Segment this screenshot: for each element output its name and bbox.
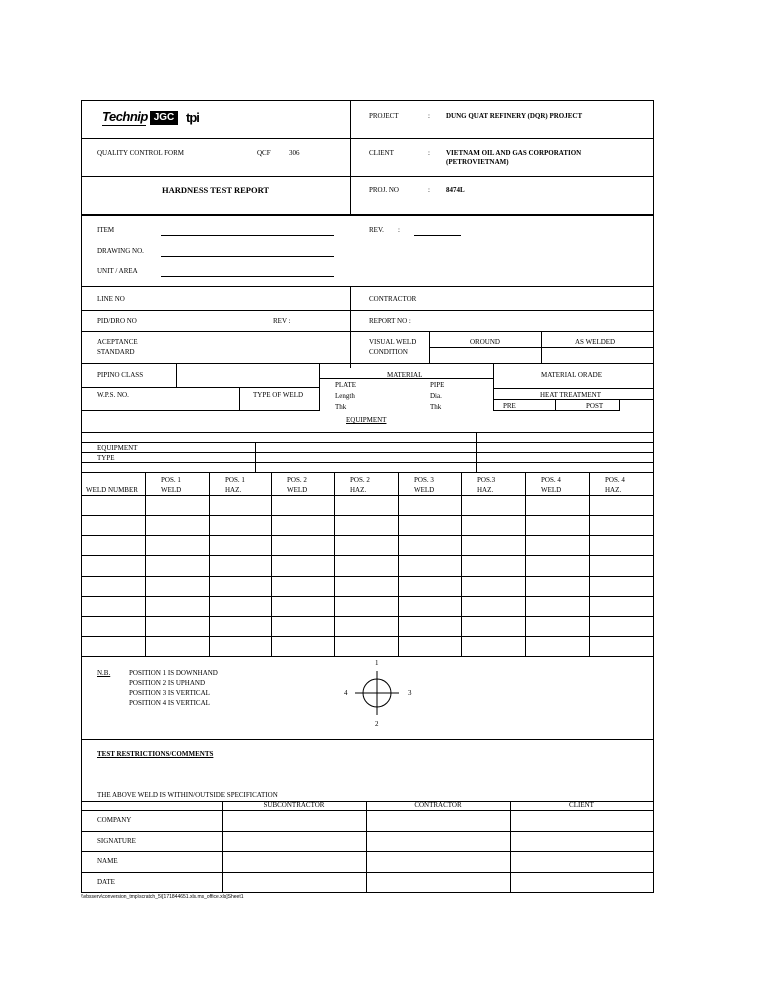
diagram-label-top: 1 — [375, 659, 379, 667]
drawing-no-label: DRAWING NO. — [97, 247, 144, 255]
client-header: CLIENT — [569, 801, 594, 809]
proj-no-colon: : — [428, 186, 430, 194]
equipment-rule-4 — [82, 462, 653, 463]
weld-column-position-header: POS. 1 — [161, 476, 181, 484]
weld-table-row-rule — [82, 596, 653, 597]
position-note: POSITION 4 IS VERTICAL — [129, 699, 210, 707]
client-colon: : — [428, 149, 430, 157]
heat-treatment-under-rule — [493, 399, 653, 400]
material-label: MATERIAL — [387, 371, 423, 379]
signoff-col-divider-3 — [510, 801, 511, 892]
report-no-label: REPORT NO : — [369, 317, 411, 325]
header-rule-1 — [82, 138, 653, 139]
as-welded-option[interactable]: AS WELDED — [575, 338, 616, 346]
equipment-rule-5 — [82, 472, 653, 473]
date-row-label: DATE — [97, 878, 115, 886]
weld-table-header-bottom — [82, 495, 653, 496]
drawing-no-input-line[interactable] — [161, 256, 334, 257]
weld-table-column-divider — [334, 473, 335, 656]
weld-column-type-header: HAZ. — [225, 486, 242, 494]
signoff-row-rule — [82, 872, 653, 873]
item-label: ITEM — [97, 226, 115, 234]
unit-area-input-line[interactable] — [161, 276, 334, 277]
weld-column-type-header: WELD — [161, 486, 182, 494]
heat-treatment-bottom-rule — [493, 410, 619, 411]
heat-treatment-label: HEAT TREATMENT — [540, 391, 601, 399]
ground-option[interactable]: OROUND — [470, 338, 500, 346]
project-label: PROJECT — [369, 112, 399, 120]
piping-class-label: PIPINO CLASS — [97, 371, 144, 379]
project-colon: : — [428, 112, 430, 120]
file-path-footer: \\vbsserv\conversion_tmp\scratch_5\[171844651.xls.ms_office.xls]Sheet1 — [81, 894, 244, 900]
pid-rev-label: REV : — [273, 317, 291, 325]
weld-column-type-header: HAZ. — [477, 486, 494, 494]
header-divider — [350, 101, 351, 215]
contractor-header: CONTRACTOR — [414, 801, 462, 809]
qcf-number: 306 — [289, 149, 300, 157]
weld-table-row-rule — [82, 535, 653, 536]
pre-label: PRE — [503, 402, 516, 410]
weld-column-type-header: HAZ. — [605, 486, 622, 494]
company-row-label: COMPANY — [97, 816, 132, 824]
qcf-label: QCF — [257, 149, 271, 157]
material-left-divider — [319, 363, 320, 411]
weld-table-column-divider — [461, 473, 462, 656]
weld-position-diagram — [344, 657, 414, 727]
weld-table-row-rule — [82, 656, 653, 657]
dia-label: Dia. — [430, 392, 442, 400]
tpi-logo: tpi — [186, 110, 199, 125]
weld-column-position-header: POS. 4 — [605, 476, 625, 484]
weld-column-position-header: POS. 1 — [225, 476, 245, 484]
quality-control-form-label: QUALITY CONTROL FORM — [97, 149, 184, 157]
signoff-header-bottom — [82, 810, 653, 811]
plate-thk-label: Thk — [335, 403, 347, 411]
nb-label: N.B. — [97, 669, 111, 677]
unit-area-label: UNIT / AREA — [97, 267, 138, 275]
post-label: POST — [586, 402, 604, 410]
equipment-divider-2 — [476, 432, 477, 472]
position-note: POSITION 2 IS UPHAND — [129, 679, 206, 687]
rev-colon: : — [398, 226, 400, 234]
equipment-rule-3 — [82, 452, 653, 453]
visual-weld-condition-label-2: CONDITION — [369, 348, 408, 356]
test-restrictions-title: TEST RESTRICTIONS/COMMENTS — [97, 750, 214, 758]
rule-wps-bottom — [82, 410, 319, 411]
signoff-col-divider-2 — [366, 801, 367, 892]
pipe-label: PIPE — [430, 381, 445, 389]
header-rule-3 — [82, 214, 653, 216]
signature-row-label: SIGNATURE — [97, 837, 136, 845]
comments-input-area[interactable] — [97, 763, 637, 787]
weld-column-position-header: POS. 2 — [287, 476, 307, 484]
client-value-line-1: VIETNAM OIL AND GAS CORPORATION — [446, 149, 582, 157]
ground-under-rule — [429, 347, 653, 348]
diagram-label-right: 3 — [408, 689, 412, 697]
equipment-label: EQUIPMENT — [97, 444, 138, 452]
equipment-rule-2 — [82, 442, 653, 443]
mid-divider-upper — [350, 286, 351, 368]
signoff-col-divider-1 — [222, 801, 223, 892]
proj-no-value: 8474L — [446, 186, 465, 194]
weld-table-row-rule — [82, 555, 653, 556]
weld-column-type-header: WELD — [541, 486, 562, 494]
position-note: POSITION 3 IS VERTICAL — [129, 689, 210, 697]
weld-table-column-divider — [145, 473, 146, 656]
project-value: DUNG QUAT REFINERY (DQR) PROJECT — [446, 112, 583, 120]
signoff-row-rule — [82, 851, 653, 852]
wps-no-label: W.P.S. NO. — [97, 391, 129, 399]
comments-top-rule — [82, 739, 653, 740]
header-rule-2 — [82, 176, 653, 177]
rule-pid-top — [82, 310, 653, 311]
rule-wps-top — [82, 387, 319, 388]
type-of-weld-divider — [239, 387, 240, 411]
length-label: Length — [335, 392, 355, 400]
material-grade-under-rule — [493, 388, 653, 389]
line-no-label: LINE NO — [97, 295, 125, 303]
pipe-thk-label: Thk — [430, 403, 442, 411]
specification-statement: THE ABOVE WELD IS WITHIN/OUTSIDE SPECIFICATION — [97, 791, 278, 799]
weld-column-type-header: HAZ. — [350, 486, 367, 494]
acceptance-standard-label-2: STANDARD — [97, 348, 135, 356]
weld-table-column-divider — [398, 473, 399, 656]
rule-line-no-top — [82, 286, 653, 287]
acceptance-standard-label-1: ACEPTANCE — [97, 338, 138, 346]
proj-no-label: PROJ. NO — [369, 186, 399, 194]
weld-table-column-divider — [525, 473, 526, 656]
equipment-type-label: TYPE — [97, 454, 115, 462]
weld-table-row-rule — [82, 636, 653, 637]
equipment-rule-1 — [82, 432, 653, 433]
diagram-label-left: 4 — [344, 689, 348, 697]
contractor-label: CONTRACTOR — [369, 295, 417, 303]
plate-label: PLATE — [335, 381, 356, 389]
material-grade-label: MATERIAL ORADE — [541, 371, 602, 379]
material-right-divider — [493, 363, 494, 411]
weld-column-type-header: WELD — [414, 486, 435, 494]
technip-logo: Technip — [102, 109, 148, 124]
rev-input-line[interactable] — [414, 235, 461, 236]
position-note: POSITION 1 IS DOWNHAND — [129, 669, 218, 677]
visual-weld-condition-label-1: VISUAL WELD — [369, 338, 417, 346]
piping-class-divider — [176, 363, 177, 388]
signoff-row-rule — [82, 831, 653, 832]
weld-number-header: WELD NUMBER — [86, 486, 138, 494]
post-right-divider — [619, 399, 620, 411]
weld-table-row-rule — [82, 616, 653, 617]
client-label: CLIENT — [369, 149, 394, 157]
jgc-logo: JGC — [150, 111, 178, 125]
weld-table-row-rule — [82, 515, 653, 516]
weld-table-column-divider — [589, 473, 590, 656]
weld-column-type-header: WELD — [287, 486, 308, 494]
rule-acceptance-top — [82, 331, 653, 332]
weld-column-position-header: POS.3 — [477, 476, 496, 484]
diagram-label-bottom: 2 — [375, 720, 379, 728]
equipment-section-title: EQUIPMENT — [346, 416, 387, 424]
weld-table-column-divider — [271, 473, 272, 656]
client-value-line-2: (PETROVIETNAM) — [446, 158, 509, 166]
name-row-label: NAME — [97, 857, 118, 865]
equipment-divider-1 — [255, 442, 256, 472]
weld-column-position-header: POS. 4 — [541, 476, 561, 484]
subcontractor-header: SUBCONTRACTOR — [263, 801, 325, 809]
report-title: HARDNESS TEST REPORT — [162, 185, 270, 195]
weld-table-column-divider — [209, 473, 210, 656]
rule-piping-top — [82, 363, 653, 364]
weld-column-position-header: POS. 2 — [350, 476, 370, 484]
pid-dro-no-label: PID/DRO NO — [97, 317, 137, 325]
hardness-test-report-form — [81, 100, 654, 893]
item-input-line[interactable] — [161, 235, 334, 236]
weld-column-position-header: POS. 3 — [414, 476, 434, 484]
weld-table-row-rule — [82, 576, 653, 577]
type-of-weld-label: TYPE OF WELD — [253, 391, 304, 399]
rev-label: REV. — [369, 226, 384, 234]
